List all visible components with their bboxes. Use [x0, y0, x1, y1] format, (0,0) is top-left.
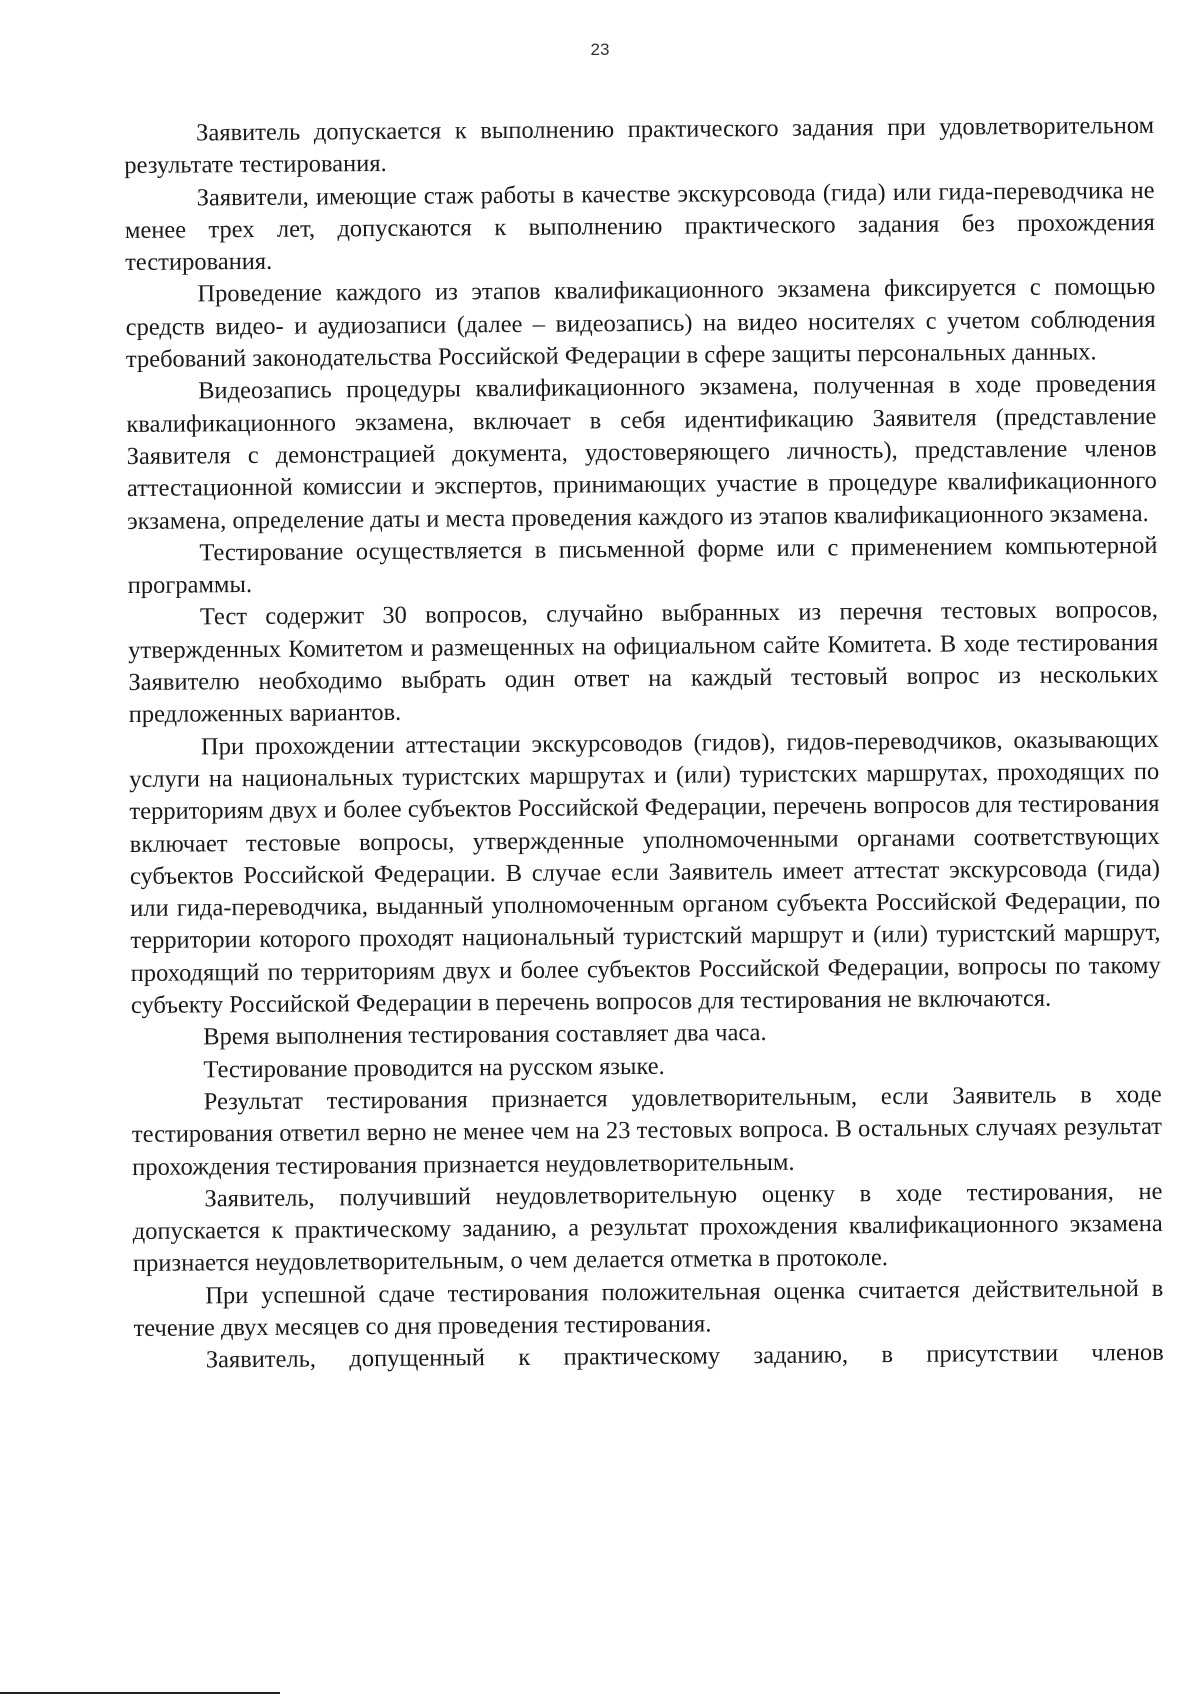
paragraph-7: При прохождении аттестации экскурсоводов (гидов), гидов-переводчиков, оказывающих услуги на национальных туристских маршрутах и (или) туристских маршрутах, проходящих по территориям двух и более субъектов Российской Федерации, перечень вопросов для тестирования включает тестовые вопросы, утвержденные уполномоченными органами соответствующих субъектов Российской Федерации. В случае если Заявитель имеет аттестат экскурсовода (гида) или гида-переводчика, выданный уполномоченным органом субъекта Российской Федерации, по территории которого проходят национальный туристский маршрут и (или) туристский маршрут, проходящий по территориям двух и более субъектов Российской Федерации, вопросы по такому субъекту Российской Федерации в перечень вопросов для тестирования не включаются.: [129, 725, 1161, 1019]
paragraph-9: Тестирование проводится на русском языке.: [203, 1052, 665, 1084]
paragraph-12: При успешной сдаче тестирования положительная оценка считается действительной в течение двух месяцев со дня проведения тестирования.: [133, 1274, 1164, 1342]
paragraph-8: Время выполнения тестирования составляет два часа.: [203, 1019, 767, 1051]
paragraph-3: Проведение каждого из этапов квалификационного экзамена фиксируется с помощью средств видео- и аудиозаписи (далее – видеозапись) на видео носителях с учетом соблюдения требований законодательства Российской Федерации в сфере защиты персональных данных.: [125, 273, 1156, 374]
paragraph-13: Заявитель, допущенный к практическому заданию, в присутствии членов: [205, 1339, 1164, 1374]
paragraph-5: Тестирование осуществляется в письменной форме или с применением компьютерной программы.: [127, 531, 1158, 600]
paragraph-4: Видеозапись процедуры квалификационного экзамена, полученная в ходе проведения квалификационного экзамена, включает в себя идентификацию Заявителя (представление Заявителя с демонстрацией документа, удостоверяющего личность), представление членов аттестационной комиссии и экспертов, принимающих участие в процедуре квалификационного экзамена, определение даты и места проведения каждого из этапов квалификационного экзамена.: [126, 370, 1157, 535]
page-number: 23: [590, 40, 610, 59]
document-body: [124, 110, 1164, 1378]
paragraph-2: Заявители, имеющие стаж работы в качестве экскурсовода (гида) или гида-переводчика не менее трех лет, допускаются к выполнению практического задания без прохождения тестирования.: [124, 176, 1155, 277]
paragraph-6: Тест содержит 30 вопросов, случайно выбранных из перечня тестовых вопросов, утвержденных Комитетом и размещенных на официальном сайте Комитета. В ходе тестирования Заявителю необходимо выбрать один ответ на каждый тестовый вопрос из нескольких предложенных вариантов.: [128, 596, 1159, 729]
paragraph-11: Заявитель, получивший неудовлетворительную оценку в ходе тестирования, не допускается к практическому заданию, а результат прохождения квалификационного экзамена признается неудовлетворительным, о чем делается отметка в протоколе.: [132, 1177, 1163, 1278]
paragraph-1: Заявитель допускается к выполнению практического задания при удовлетворительном результате тестирования.: [124, 111, 1155, 180]
paragraph-10: Результат тестирования признается удовлетворительным, если Заявитель в ходе тестирования ответил верно не менее чем на 23 тестовых вопроса. В остальных случаях результат прохождения тестирования признается неудовлетворительным.: [131, 1080, 1163, 1181]
bottom-edge-line: [0, 1692, 280, 1694]
